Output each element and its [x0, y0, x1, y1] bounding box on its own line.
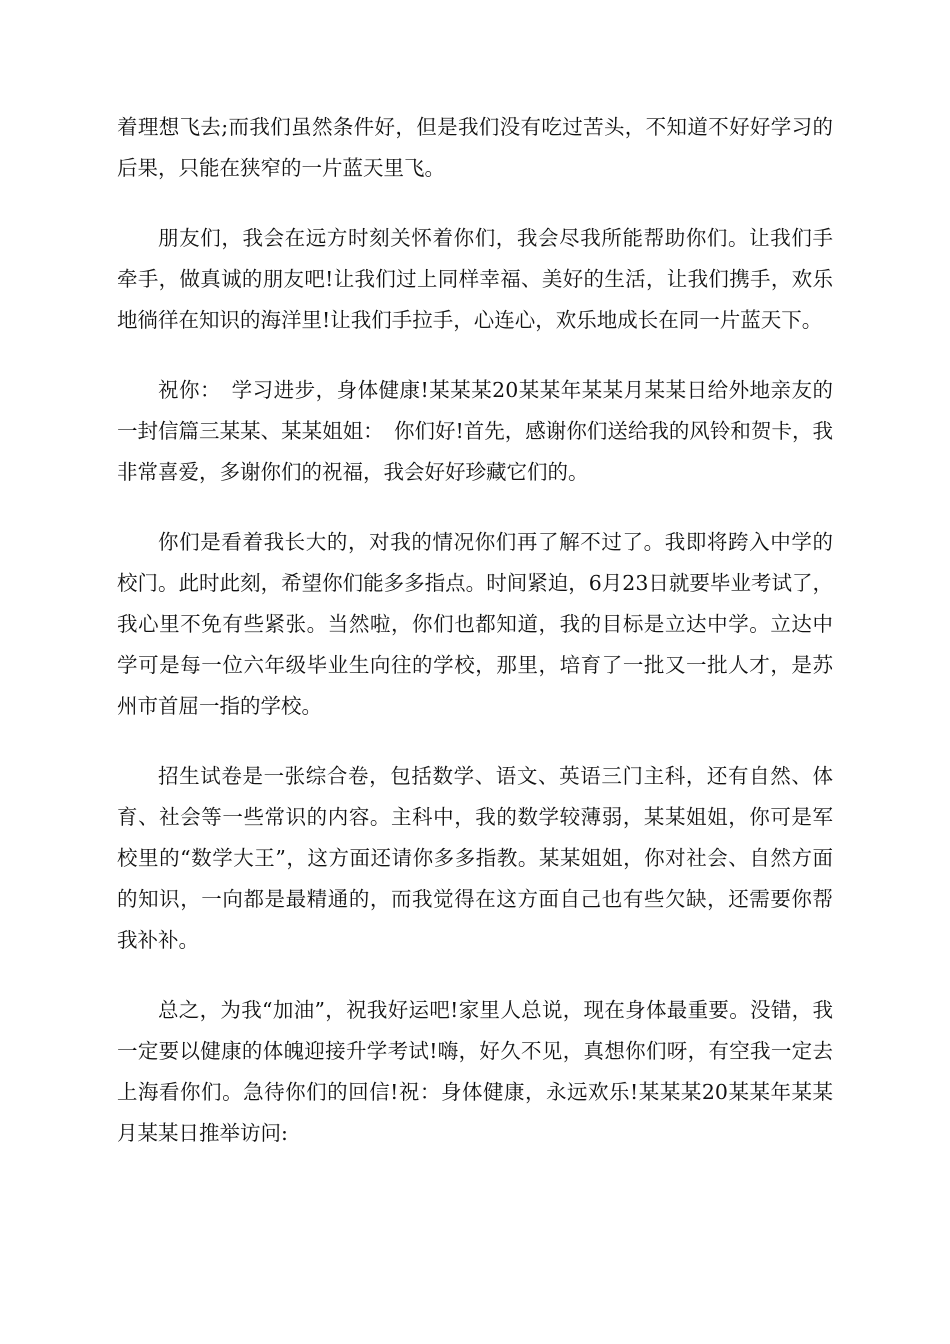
paragraph-4: 你们是看着我长大的，对我的情况你们再了解不过了。我即将跨入中学的校门。此时此刻，希望你们能多多指点。时间紧迫，6月23日就要毕业考试了，我心里不免有些紧张。当然啦，你们也都知道，我的目标是立达中学。立达中学可是每一位六年级毕业生向往的学校，那里，培育了一批又一批人才，是苏州市首屈一指的学校。	[117, 530, 833, 718]
letter-body	[117, 107, 833, 1183]
paragraph-1: 着理想飞去;而我们虽然条件好，但是我们没有吃过苦头，不知道不好好学习的后果，只能在狭窄的一片蓝天里飞。	[117, 115, 833, 180]
paragraph-2: 朋友们，我会在远方时刻关怀着你们，我会尽我所能帮助你们。让我们手牵手，做真诚的朋友吧!让我们过上同样幸福、美好的生活，让我们携手，欢乐地徜徉在知识的海洋里!让我们手拉手，心连心，欢乐地成长在同一片蓝天下。	[117, 226, 833, 332]
paragraph-5: 招生试卷是一张综合卷，包括数学、语文、英语三门主科，还有自然、体育、社会等一些常识的内容。主科中，我的数学较薄弱，某某姐姐，你可是军校里的“数学大王”，这方面还请你多多指教。某某姐姐，你对社会、自然方面的知识，一向都是最精通的，而我觉得在这方面自己也有些欠缺，还需要你帮我补补。	[117, 764, 833, 952]
paragraph-6: 总之，为我“加油”，祝我好运吧!家里人总说，现在身体最重要。没错，我一定要以健康的体魄迎接升学考试!嗨，好久不见，真想你们呀，有空我一定去上海看你们。急待你们的回信!祝：身体健康，永远欢乐!某某某20某某年某某月某某日推举访问:	[117, 998, 833, 1145]
paragraph-3: 祝你： 学习进步，身体健康!某某某20某某年某某月某某日给外地亲友的一封信篇三某某、某某姐姐： 你们好!首先，感谢你们送给我的风铃和贺卡，我非常喜爱，多谢你们的祝福，我会好好珍藏它们的。	[117, 378, 833, 484]
